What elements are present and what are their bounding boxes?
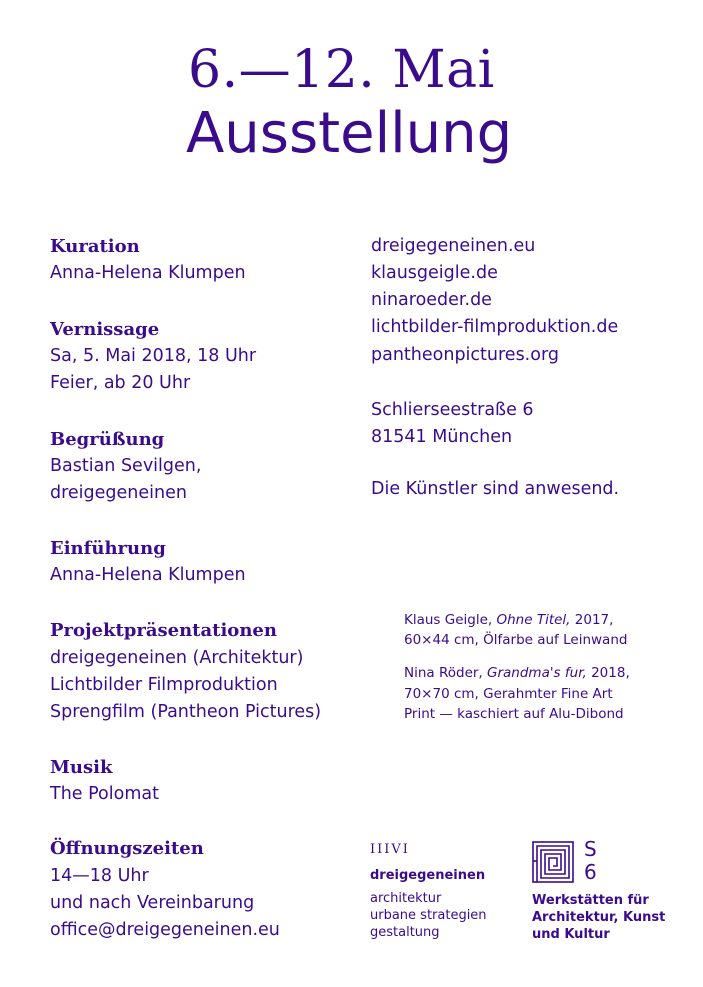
artists-present-note: Die Künstler sind anwesend. [371, 479, 620, 499]
caption-roeder-details-2: Print — kaschiert auf Alu-Dibond [404, 706, 624, 722]
s6-tagline-1: Werkstätten für [532, 893, 649, 908]
s6-tagline-3: und Kultur [532, 927, 610, 942]
caption-geigle-work: Ohne Titel, [496, 612, 571, 628]
dreigegeneinen-logo-name: dreigegeneinen [370, 868, 486, 883]
begruessung-org: dreigegeneinen [50, 483, 187, 503]
link-klausgeigle[interactable]: klausgeigle.de [371, 263, 498, 283]
link-pantheonpictures[interactable]: pantheonpictures.org [371, 345, 559, 365]
caption-geigle-year: 2017, [570, 612, 614, 628]
dreigegeneinen-tagline-1: architektur [370, 891, 442, 906]
einfuehrung-name: Anna-Helena Klumpen [50, 565, 246, 585]
vernissage-date: Sa, 5. Mai 2018, 18 Uhr [50, 346, 257, 366]
vernissage-party: Feier, ab 20 Uhr [50, 373, 191, 393]
s6-labyrinth-icon [532, 841, 574, 883]
caption-roeder [404, 663, 630, 683]
oeffnung-appointment: und nach Vereinbarung [50, 893, 255, 913]
dreigegeneinen-tagline-2: urbane strategien [370, 908, 487, 923]
projekte-item-3: Sprengfilm (Pantheon Pictures) [50, 702, 322, 722]
s6-mark-s: S [584, 837, 597, 861]
einfuehrung-heading: Einführung [50, 538, 166, 559]
oeffnung-heading: Öffnungszeiten [50, 838, 204, 859]
link-dreigegeneinen[interactable]: dreigegeneinen.eu [371, 236, 536, 256]
kuration-heading: Kuration [50, 236, 140, 257]
dreigegeneinen-logo-mark: IIIVI [370, 842, 410, 857]
caption-roeder-work: Grandma's fur, [487, 665, 587, 681]
oeffnung-hours: 14—18 Uhr [50, 866, 149, 886]
link-lichtbilder[interactable]: lichtbilder-filmproduktion.de [371, 317, 619, 337]
address-street: Schlierseestraße 6 [371, 400, 534, 420]
caption-roeder-artist: Nina Röder, [404, 665, 488, 681]
s6-mark-6: 6 [584, 860, 597, 884]
caption-geigle [404, 610, 613, 630]
kuration-name: Anna-Helena Klumpen [50, 263, 246, 283]
projekte-item-2: Lichtbilder Filmproduktion [50, 675, 278, 695]
caption-geigle-artist: Klaus Geigle, [404, 612, 497, 628]
contact-email[interactable]: office@dreigegeneinen.eu [50, 920, 280, 940]
musik-heading: Musik [50, 757, 113, 778]
exhibition-title: Ausstellung [186, 101, 513, 166]
musik-name: The Polomat [50, 784, 159, 804]
address-city: 81541 München [371, 427, 513, 447]
caption-geigle-details: 60×44 cm, Ölfarbe auf Leinwand [404, 632, 628, 648]
caption-roeder-details: 70×70 cm, Gerahmter Fine Art [404, 686, 613, 702]
s6-tagline-2: Architektur, Kunst [532, 910, 666, 925]
projekte-heading: Projektpräsentationen [50, 620, 277, 641]
exhibition-dates: 6.—12. Mai [188, 40, 495, 100]
link-ninaroeder[interactable]: ninaroeder.de [371, 290, 492, 310]
projekte-item-1: dreigegeneinen (Architektur) [50, 648, 304, 668]
vernissage-heading: Vernissage [50, 319, 160, 340]
dreigegeneinen-tagline-3: gestaltung [370, 925, 440, 940]
begruessung-name: Bastian Sevilgen, [50, 456, 202, 476]
caption-roeder-year: 2018, [586, 665, 630, 681]
begruessung-heading: Begrüßung [50, 429, 165, 450]
